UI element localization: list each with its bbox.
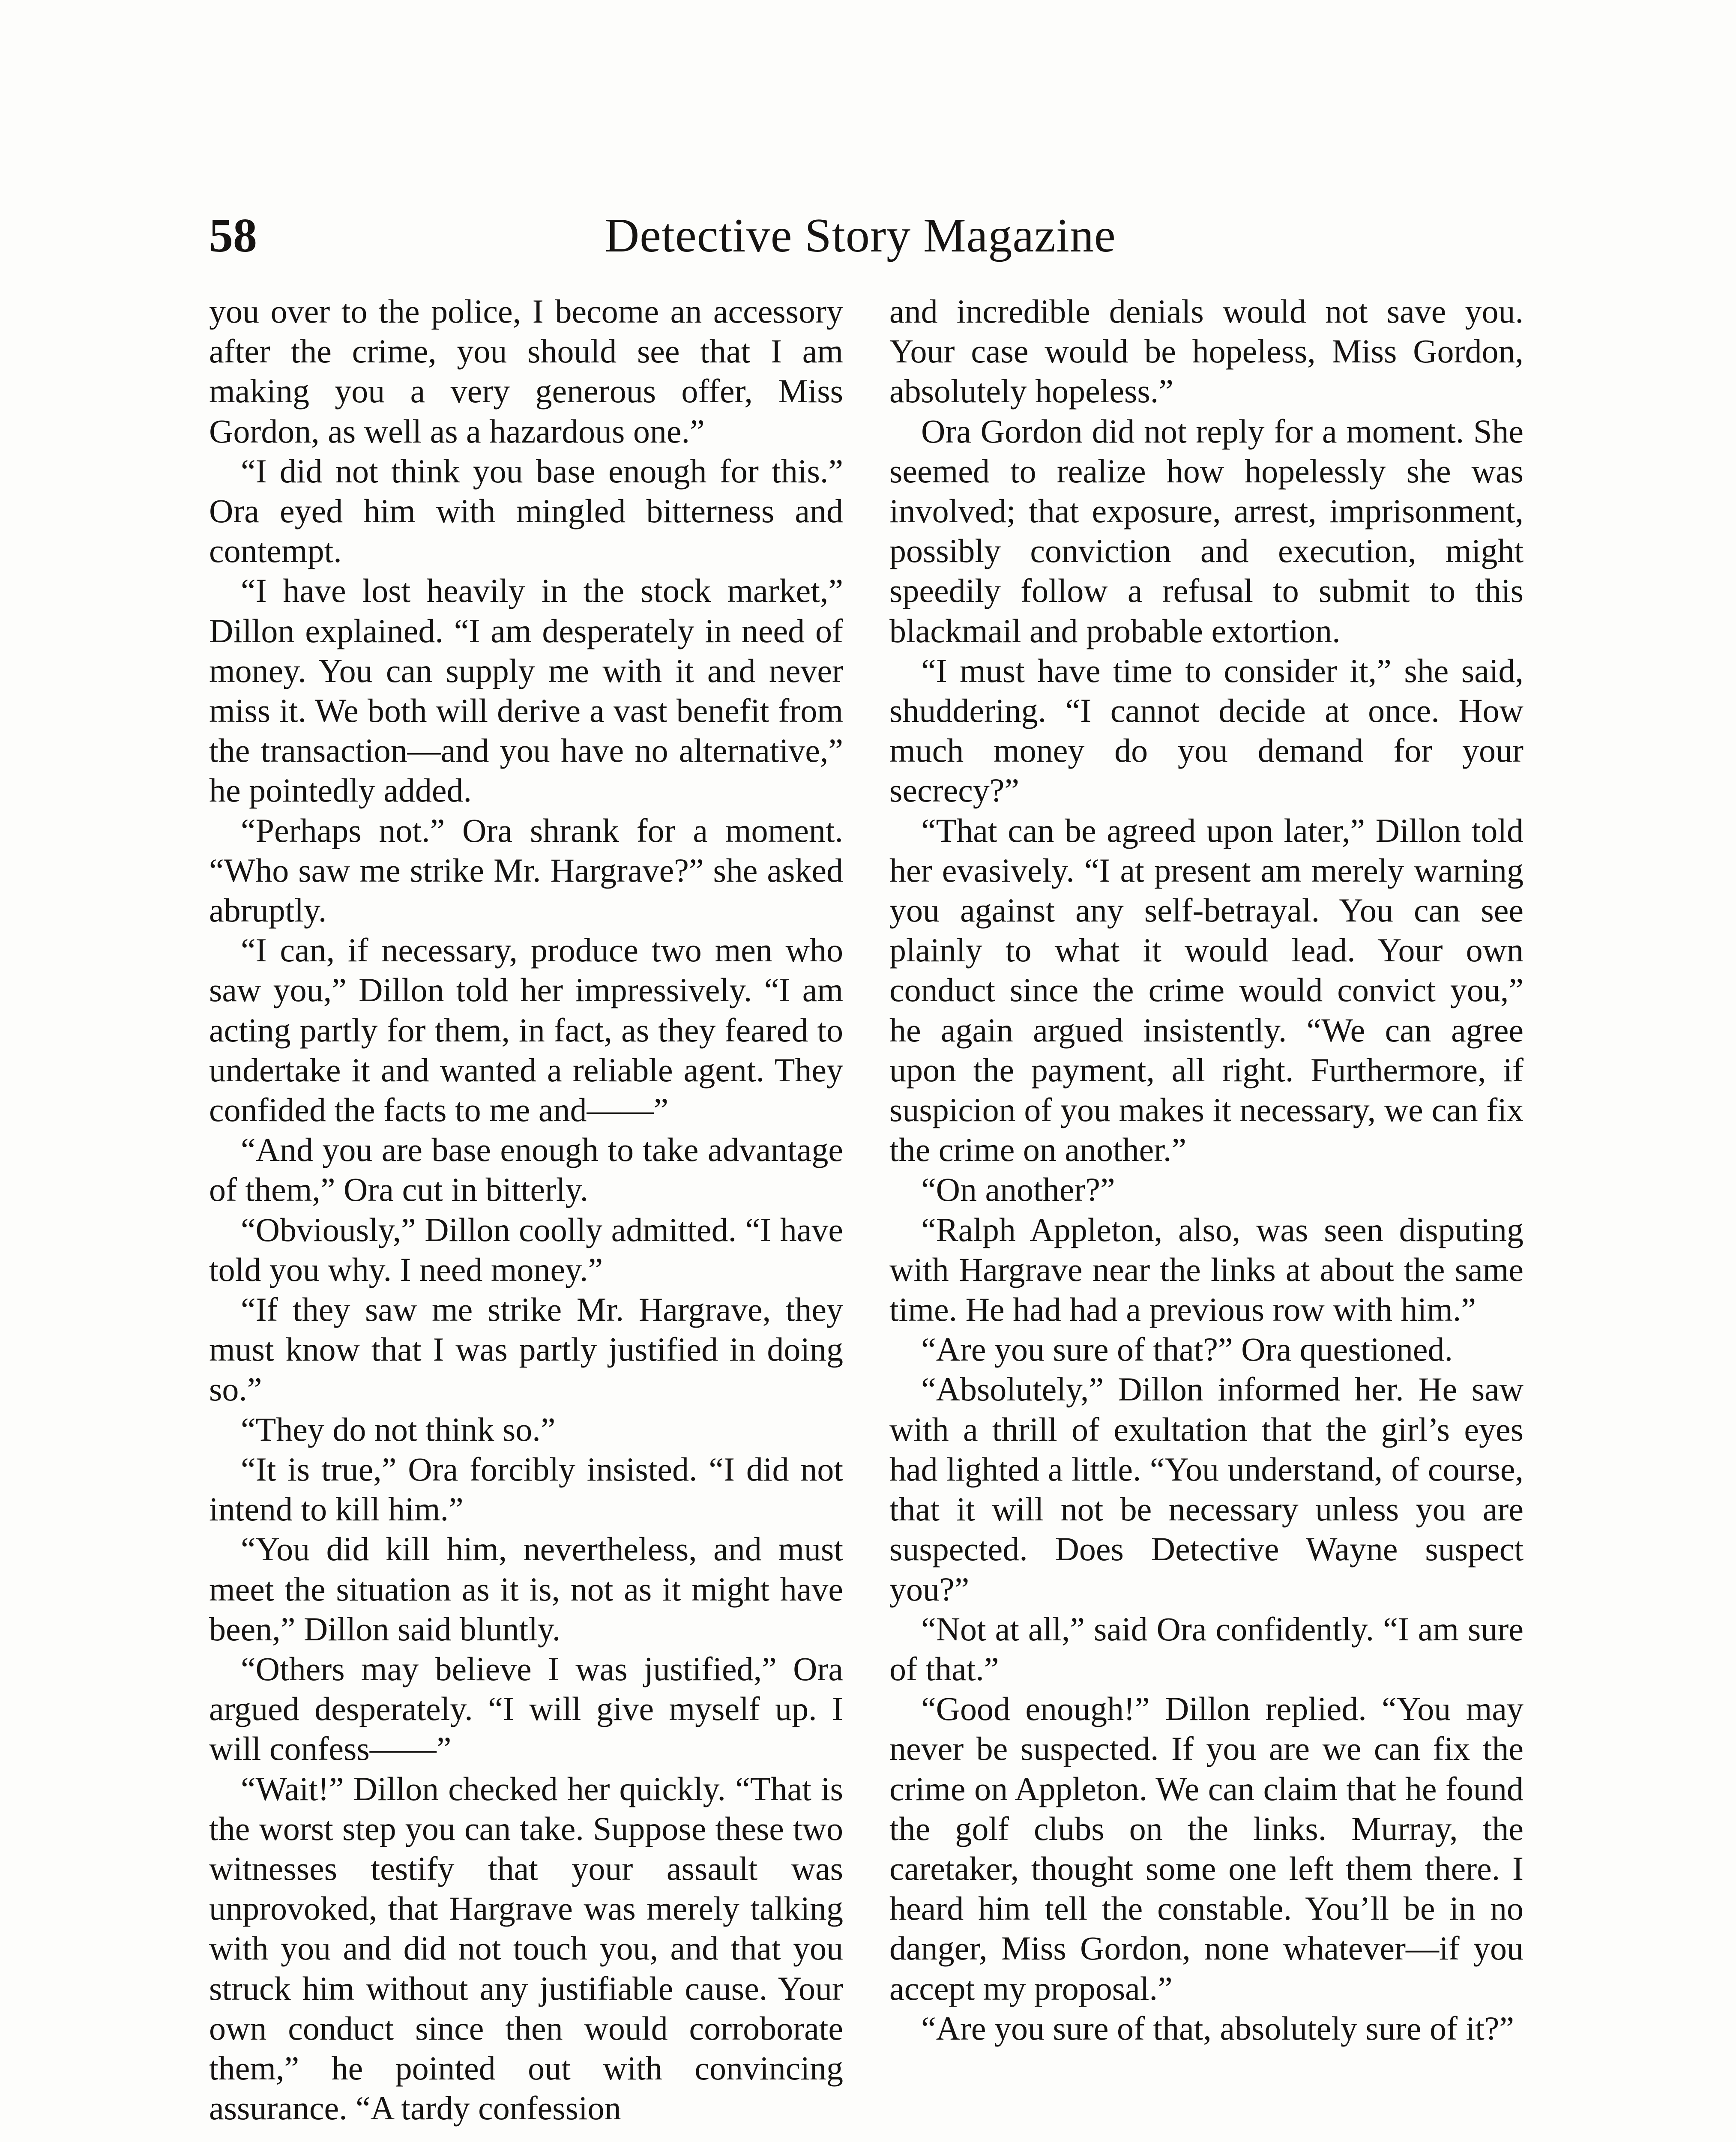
paragraph: “I must have time to consider it,” she said, shuddering. “I cannot decide at once. How much money do you demand for your secrecy?” [889,652,1523,809]
paragraph: “I have lost heavily in the stock market,” Dillon explained. “I am desperately in need of money. You can supply me with it and never miss it. We both will derive a vast benefit from the transaction—and you have no alternative,” he pointedly added. [209,572,843,809]
paragraph: “I did not think you base enough for this.” Ora eyed him with mingled bitterness and contempt. [209,452,843,570]
paragraph: “If they saw me strike Mr. Hargrave, they must know that I was partly justified in doing so.” [209,1291,843,1408]
paragraph: “Are you sure of that, absolutely sure of it?” [921,2009,1515,2047]
paragraph: “Ralph Appleton, also, was seen disputing with Hargrave near the links at about the same time. He had had a previous row with him.” [889,1211,1523,1328]
paragraph: “Wait!” Dillon checked her quickly. “That is the worst step you can take. Suppose these two witnesses testify that your assault was unprovoked, that Hargrave was merely talking with you and did not touch you, and that you struck him without any justifiable cause. Your own conduct since then would corroborate them,” he pointed out with convincing assurance. “A tardy confession [209,1770,843,2127]
paragraph: “Perhaps not.” Ora shrank for a moment. “Who saw me strike Mr. Hargrave?” she asked abruptly. [209,811,843,929]
paragraph: “That can be agreed upon later,” Dillon told her evasively. “I at present am merely warning you against any self-betrayal. You can see plainly to what it would lead. Your own conduct since the crime would convict you,” he again argued insistently. “We can agree upon the payment, all right. Furthermore, if suspicion of you makes it necessary, we can fix the crime on another.” [889,811,1523,1169]
paragraph: “Good enough!” Dillon replied. “You may never be suspected. If you are we can fix the crime on Appleton. We can claim that he found the golf clubs on the links. Murray, the caretaker, thought some one left them there. I heard him tell the constable. You’ll be in no danger, Miss Gordon, none whatever—if you accept my proposal.” [889,1690,1523,2007]
left-column [209,291,843,2128]
paragraph: and incredible denials would not save you. Your case would be hopeless, Miss Gordon, absolutely hopeless.” [889,293,1523,410]
paragraph: Ora Gordon did not reply for a moment. She seemed to realize how hopelessly she was involved; that exposure, arrest, imprisonment, possibly conviction and execution, might speedily follow a refusal to submit to this blackmail and probable extortion. [889,412,1523,649]
paragraph: “On another?” [921,1171,1115,1209]
paragraph: “I can, if necessary, produce two men who saw you,” Dillon told her impressively. “I am acting partly for them, in fact, as they feared to undertake it and wanted a reliable agent. They confided the facts to me and——” [209,931,843,1129]
running-title: Detective Story Magazine [605,209,1116,262]
page-header [209,206,1512,278]
paragraph: “You did kill him, nevertheless, and must meet the situation as it is, not as it might have been,” Dillon said bluntly. [209,1530,843,1648]
paragraph: “Not at all,” said Ora confidently. “I am sure of that.” [889,1610,1523,1687]
paragraph: “Obviously,” Dillon coolly admitted. “I have told you why. I need money.” [209,1211,843,1288]
paragraph: “Absolutely,” Dillon informed her. He saw with a thrill of exultation that the girl’s eyes had lighted a little. “You understand, of course, that it will not be necessary unless you are suspected. Does Detective Wayne suspect you?” [889,1370,1523,1608]
page-number: 58 [209,209,257,262]
paragraph: “Are you sure of that?” Ora questioned. [921,1331,1453,1368]
paragraph: “They do not think so.” [241,1410,556,1448]
paragraph: “Others may believe I was justified,” Ora argued desperately. “I will give myself up. I will confess——” [209,1650,843,1768]
right-column [889,291,1523,2048]
paragraph: “And you are base enough to take advantage of them,” Ora cut in bitterly. [209,1131,843,1209]
paragraph: you over to the police, I become an accessory after the crime, you should see that I am making you a very generous offer, Miss Gordon, as well as a hazardous one.” [209,293,843,450]
paragraph: “It is true,” Ora forcibly insisted. “I did not intend to kill him.” [209,1450,843,1528]
